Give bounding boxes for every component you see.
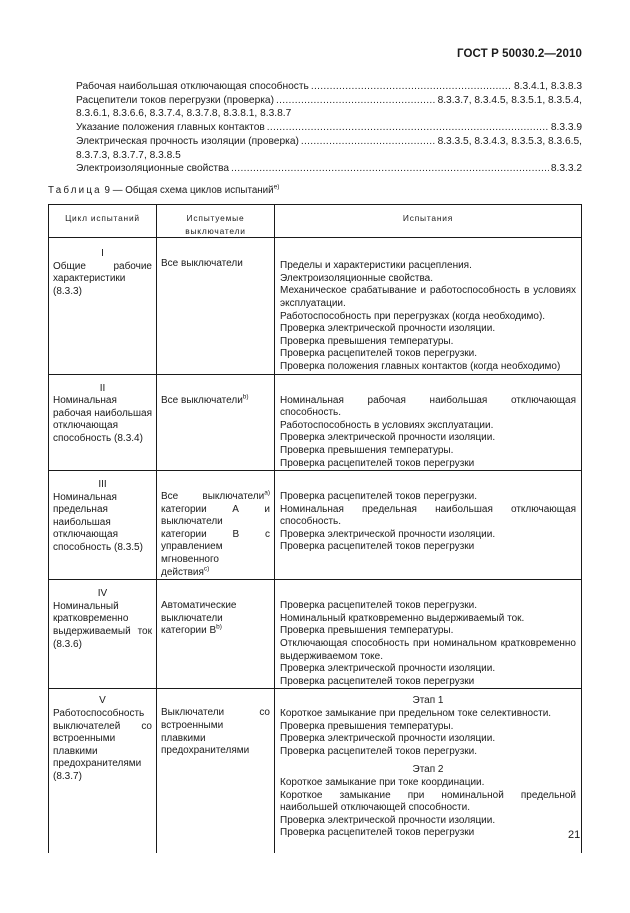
breakers-note: b) [216, 624, 222, 632]
cycle-cell [49, 689, 157, 853]
breakers-cell [157, 471, 275, 580]
test-item: Работоспособность при перегрузках (когда необходимо). [280, 310, 546, 322]
cycle-title: Номинальная рабочая наибольшая отключающая способность (8.3.4) [53, 395, 152, 444]
breakers-text: Автоматические выключатели категории В [161, 600, 237, 637]
breakers-cell [157, 374, 275, 471]
table-row [49, 471, 582, 580]
breakers-text: Все выключатели [161, 491, 265, 503]
index-entry [76, 80, 582, 94]
index-entry-continuation: 8.3.6.1, 8.3.6.6, 8.3.7.4, 8.3.7.8, 8.3.8.1, 8.3.8.7 [76, 108, 292, 120]
test-item: Проверка расцепителей токов перегрузки. [280, 745, 478, 757]
breakers-text: категории А и выключатели категории В с управлением мгновенного действия [161, 503, 270, 578]
table-row [49, 238, 582, 374]
index-entry-ref: 8.3.3.9 [550, 122, 582, 134]
breakers-text: Все выключатели [161, 394, 243, 406]
test-item: Проверка превышения температуры. [280, 444, 454, 456]
test-item: Проверка электрической прочности изоляции. [280, 814, 496, 826]
test-item: Проверка электрической прочности изоляции. [280, 528, 496, 540]
tests-cell [275, 374, 582, 471]
test-item: Проверка электрической прочности изоляции. [280, 663, 496, 675]
index-entry-label: Указание положения главных контактов [76, 122, 265, 134]
index-entry-label: Расцепители токов перегрузки (проверка) [76, 94, 274, 106]
header-tests: Испытания [275, 205, 582, 238]
table-caption [48, 185, 279, 196]
index-entry [76, 121, 582, 135]
cycle-title: Номинальная предельная наибольшая отключающая способность (8.3.5) [53, 491, 143, 554]
test-item: Проверка расцепителей токов перегрузки. [280, 491, 478, 503]
stage-title: Этап 1 [412, 695, 444, 707]
table-row [49, 689, 582, 853]
index-entry-label: Электрическая прочность изоляции (проверка) [76, 135, 299, 147]
test-item: Электроизоляционные свойства. [280, 272, 434, 284]
breakers-cell [157, 238, 275, 374]
dot-leader [311, 80, 512, 94]
breakers-text: Все выключатели [161, 258, 243, 270]
test-item: Пределы и характеристики расцепления. [280, 260, 472, 272]
dot-leader [231, 162, 549, 176]
index-entry-ref: 8.3.3.5, 8.3.4.3, 8.3.5.3, 8.3.6.5, [437, 135, 582, 147]
index-entry-ref: 8.3.3.7, 8.3.4.5, 8.3.5.1, 8.3.5.4, [437, 94, 582, 106]
breakers-cell [157, 689, 275, 853]
cycle-number: V [99, 695, 106, 707]
cycle-title: Общие рабочие характеристики (8.3.3) [53, 260, 152, 297]
test-item: Проверка расцепителей токов перегрузки. [280, 348, 478, 360]
test-item: Проверка расцепителей токов перегрузки [280, 541, 475, 553]
cycle-number: I [101, 248, 104, 260]
page-number: 21 [568, 829, 581, 841]
test-item: Проверка превышения температуры. [280, 720, 454, 732]
cycle-cell [49, 471, 157, 580]
breakers-note: a) [264, 489, 270, 497]
index-entry-label: Электроизоляционные свойства [76, 163, 230, 175]
table-row [49, 374, 582, 471]
cycle-title: Работоспособность выключателей со встроенными плавкими предохранителями (8.3.7) [53, 708, 152, 782]
document-header: ГОСТ Р 50030.2—2010 [457, 48, 582, 60]
test-item: Проверка электрической прочности изоляции. [280, 323, 496, 335]
index-entry-continuation: 8.3.7.3, 8.3.7.7, 8.3.8.5 [76, 149, 181, 161]
tests-cell [275, 471, 582, 580]
table-caption-prefix: Таблица [48, 185, 102, 196]
test-item: Проверка положения главных контактов (когда необходимо) [280, 360, 561, 372]
stage-title: Этап 2 [412, 764, 444, 776]
cycle-number: IV [97, 588, 108, 600]
dot-leader [267, 121, 549, 135]
cycle-cell [49, 374, 157, 471]
index-entry-ref: 8.3.3.2 [550, 163, 582, 175]
table-caption-note: e) [273, 183, 280, 191]
cycle-title: Номинальный кратковременно выдерживаемый ток (8.3.6) [53, 600, 152, 650]
header-cycle: Цикл испытаний [49, 205, 157, 238]
breakers-text: Выключатели со встроенными плавкими предохранителями [161, 707, 270, 757]
tests-cell [275, 689, 582, 853]
test-item: Проверка электрической прочности изоляции. [280, 432, 496, 444]
index-entries [76, 80, 582, 176]
index-entry [76, 135, 582, 149]
breakers-note: b) [242, 393, 249, 401]
dot-leader [301, 135, 436, 149]
table-header-row [49, 205, 582, 238]
table-caption-text: 9 — Общая схема циклов испытаний [104, 185, 274, 196]
test-item: Проверка расцепителей токов перегрузки [280, 675, 475, 687]
test-cycles-table [48, 204, 582, 853]
test-item: Работоспособность в условиях эксплуатации. [280, 419, 494, 431]
test-item: Проверка расцепителей токов перегрузки [280, 827, 475, 839]
test-item: Проверка расцепителей токов перегрузки. [280, 600, 478, 612]
test-item: Короткое замыкание при предельном токе селективности. [280, 708, 552, 719]
dot-leader [276, 94, 436, 108]
test-item: Короткое замыкание при номинальной предельной наибольшей отключающей способности. [280, 789, 576, 814]
index-entry [76, 94, 582, 108]
breakers-note: c) [203, 565, 210, 573]
test-item: Проверка расцепителей токов перегрузки [280, 457, 475, 469]
test-item: Механическое срабатывание и работоспособность в условиях эксплуатации. [280, 285, 576, 309]
tests-cell [275, 238, 582, 374]
breakers-cell [157, 580, 275, 689]
tests-cell [275, 580, 582, 689]
test-item: Короткое замыкание при токе координации. [280, 776, 485, 788]
table-row [49, 580, 582, 689]
test-item: Проверка превышения температуры. [280, 625, 454, 637]
test-item: Отключающая способность при номинальном кратковременно выдерживаемом токе. [280, 638, 576, 662]
test-item: Номинальная предельная наибольшая отключающая способность. [280, 503, 576, 528]
cycle-cell [49, 238, 157, 374]
index-entry-label: Рабочая наибольшая отключающая способность [76, 81, 309, 92]
test-item: Номинальный кратковременно выдерживаемый ток. [280, 612, 525, 624]
cycle-number: III [98, 479, 107, 491]
cycle-number: II [99, 382, 106, 394]
header-breakers: Испытуемые выключатели [157, 205, 275, 238]
index-entry [76, 162, 582, 176]
cycle-cell [49, 580, 157, 689]
test-item: Номинальная рабочая наибольшая отключающая способность. [280, 394, 576, 419]
test-item: Проверка превышения температуры. [280, 335, 454, 347]
index-entry-ref: 8.3.4.1, 8.3.8.3 [514, 81, 582, 92]
test-item: Проверка электрической прочности изоляции. [280, 733, 496, 745]
